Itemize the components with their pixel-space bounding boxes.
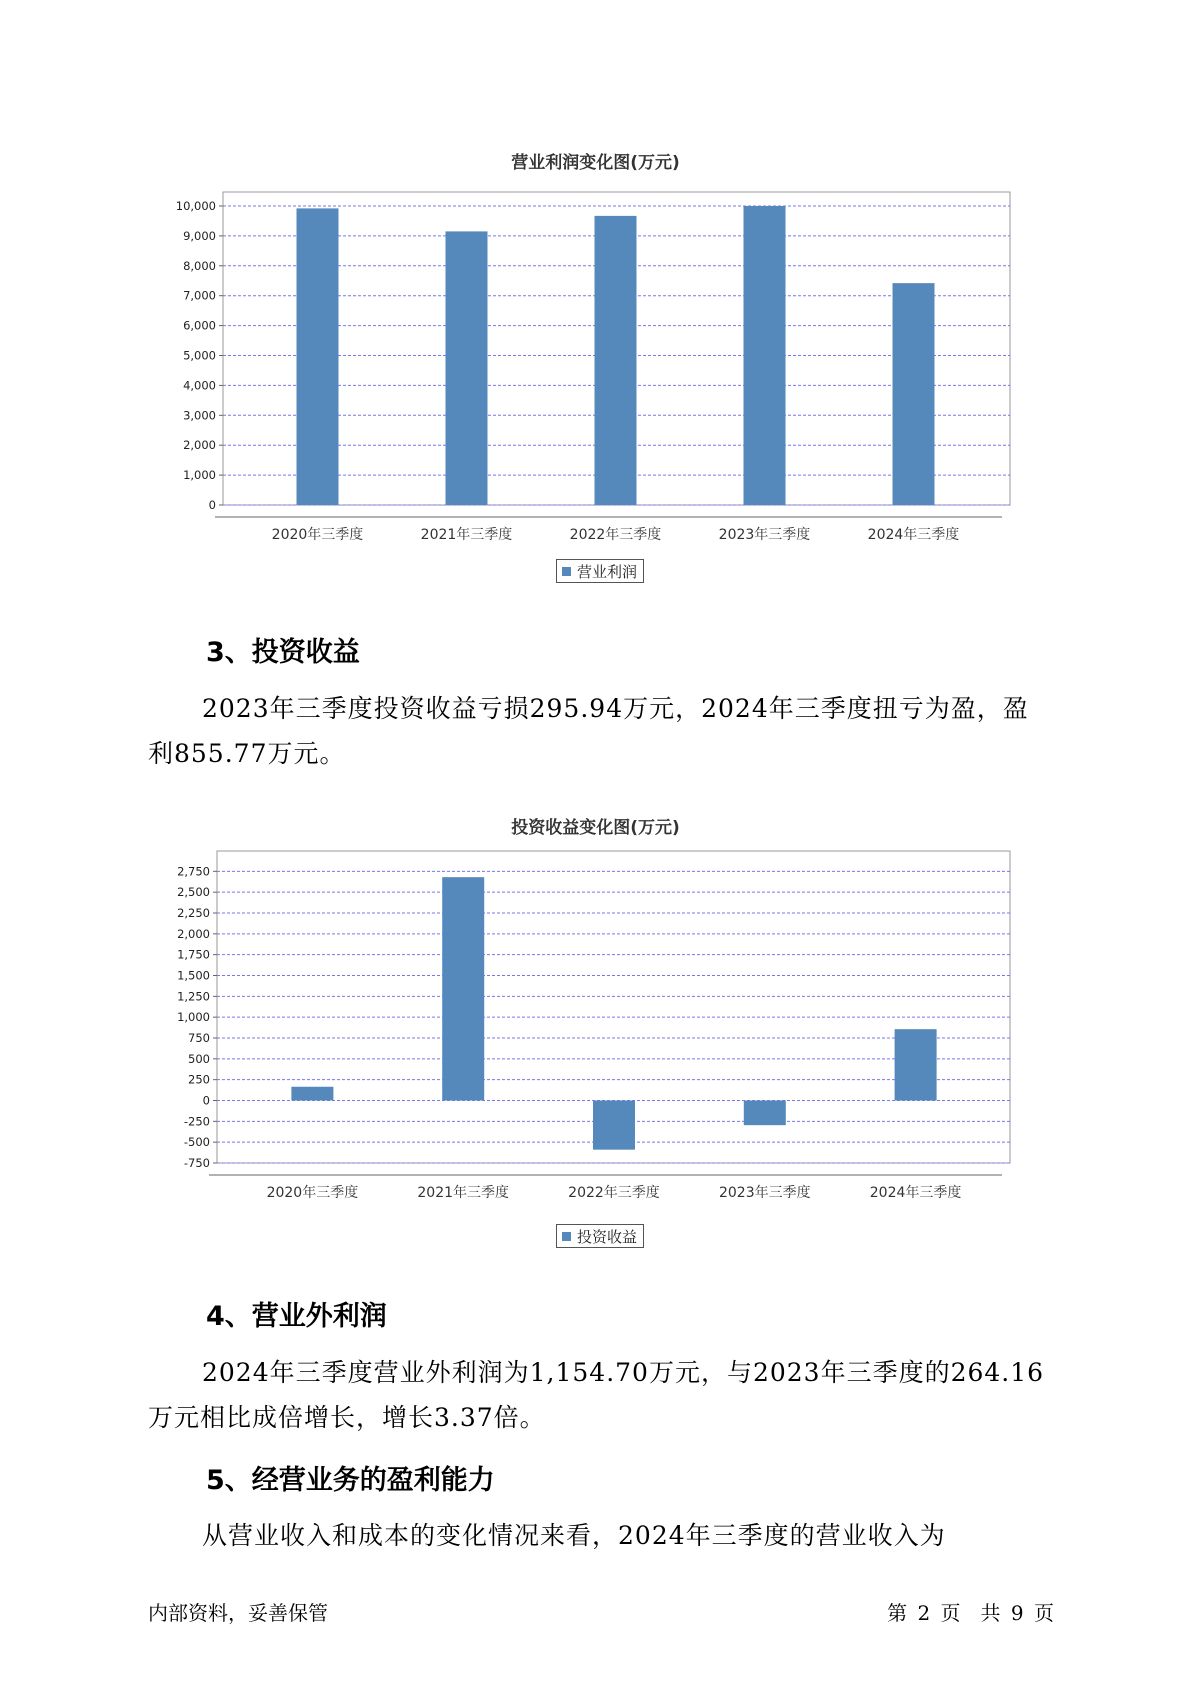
footer-page-number: 第 2 页 共 9 页	[887, 1601, 1054, 1625]
y-tick-label: 9,000	[183, 228, 216, 243]
y-tick-label: 1,750	[177, 947, 210, 962]
y-tick-label: 6,000	[183, 318, 216, 333]
x-category-label: 2022年三季度	[569, 527, 662, 543]
section-heading-nonoperating: 4、营业外利润	[206, 1301, 387, 1332]
footer-confidential: 内部资料，妥善保管	[148, 1601, 328, 1625]
bar	[446, 231, 488, 505]
x-category-label: 2024年三季度	[867, 527, 960, 543]
section-heading-profitability: 5、经营业务的盈利能力	[206, 1465, 495, 1496]
y-tick-label: 1,250	[177, 989, 210, 1004]
section-paragraph-investment: 2023年三季度投资收益亏损295.94万元，2024年三季度扭亏为盈，盈利855.77万元。	[148, 694, 1029, 768]
chart1-title: 营业利润变化图(万元)	[511, 153, 680, 173]
y-tick-label: 2,500	[177, 885, 210, 900]
bar	[595, 216, 637, 505]
section-paragraph-nonoperating: 2024年三季度营业外利润为1,154.70万元，与2023年三季度的264.16万元相比成倍增长，增长3.37倍。	[148, 1358, 1045, 1432]
y-tick-label: 1,500	[177, 968, 210, 983]
legend-swatch	[562, 1232, 571, 1241]
legend-swatch	[562, 567, 571, 576]
y-tick-label: 4,000	[183, 378, 216, 393]
y-tick-label: 0	[202, 1093, 210, 1108]
bar	[744, 1101, 786, 1126]
operating-profit-chart	[0, 180, 1191, 600]
bar	[593, 1101, 635, 1150]
y-tick-label: 5,000	[183, 348, 216, 363]
section-paragraph-profitability: 从营业收入和成本的变化情况来看，2024年三季度的营业收入为	[202, 1521, 946, 1550]
chart2-legend	[556, 1224, 644, 1248]
y-tick-label: 2,250	[177, 906, 210, 920]
y-tick-label: 2,000	[177, 926, 210, 941]
y-tick-label: -250	[183, 1114, 210, 1129]
y-tick-label: 8,000	[183, 258, 216, 273]
y-tick-label: 750	[188, 1031, 210, 1045]
bar	[744, 206, 786, 505]
y-tick-label: 7,000	[183, 288, 216, 303]
x-category-label: 2023年三季度	[718, 527, 811, 543]
y-tick-label: -750	[183, 1156, 210, 1170]
x-category-label: 2023年三季度	[718, 1185, 811, 1201]
y-tick-label: 2,000	[183, 438, 216, 453]
investment-income-chart	[0, 845, 1191, 1265]
y-tick-label: 2,750	[177, 864, 210, 879]
chart1-legend	[556, 559, 644, 583]
bar	[895, 1029, 937, 1100]
y-tick-label: 1,000	[177, 1010, 210, 1025]
y-tick-label: -500	[183, 1135, 210, 1150]
x-category-label: 2020年三季度	[266, 1185, 359, 1201]
x-category-label: 2020年三季度	[271, 527, 364, 543]
x-category-label: 2024年三季度	[869, 1185, 962, 1201]
section-heading-investment: 3、投资收益	[206, 637, 360, 668]
bar	[442, 877, 484, 1100]
x-category-label: 2021年三季度	[417, 1185, 510, 1201]
y-tick-label: 250	[188, 1072, 210, 1087]
y-tick-label: 10,000	[175, 199, 216, 213]
bar	[291, 1087, 333, 1101]
bar	[893, 283, 935, 505]
chart2-title: 投资收益变化图(万元)	[511, 818, 680, 838]
bar	[297, 208, 339, 505]
y-tick-label: 500	[188, 1051, 210, 1066]
y-tick-label: 3,000	[183, 408, 216, 423]
legend-label: 投资收益	[577, 1227, 638, 1246]
x-category-label: 2021年三季度	[420, 527, 513, 543]
legend-label: 营业利润	[577, 562, 638, 581]
x-category-label: 2022年三季度	[568, 1185, 660, 1201]
y-tick-label: 0	[208, 498, 216, 512]
y-tick-label: 1,000	[183, 468, 216, 483]
